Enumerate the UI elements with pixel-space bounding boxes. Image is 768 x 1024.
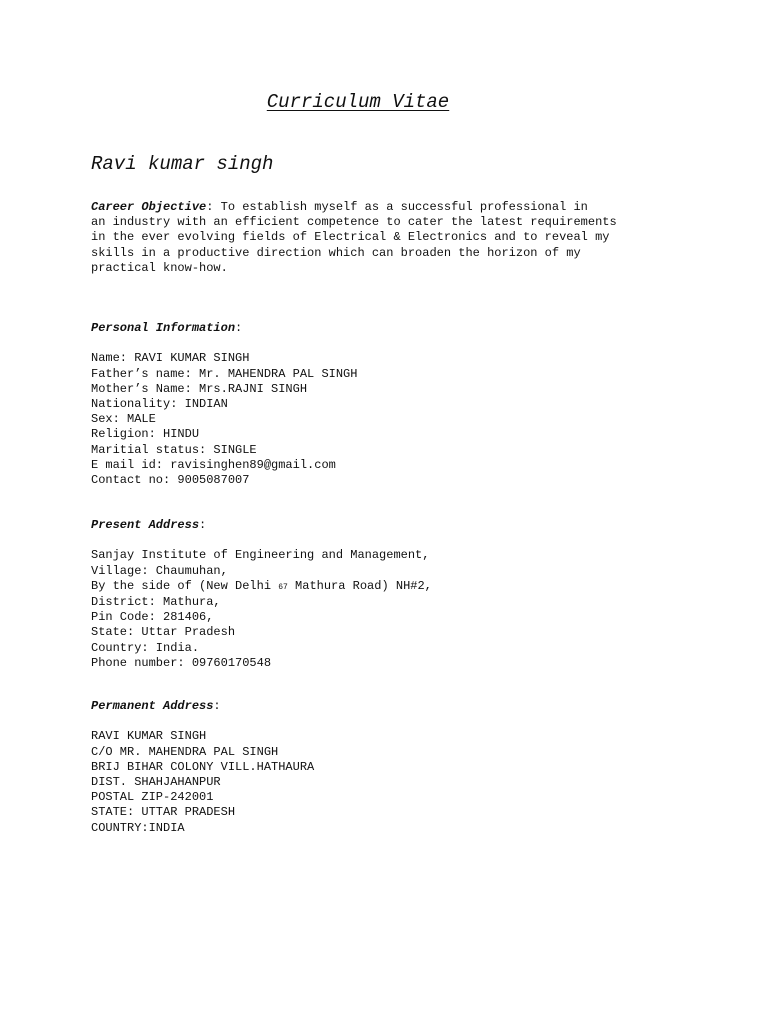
permanent-address-line: C/O MR. MAHENDRA PAL SINGH	[91, 744, 279, 759]
spacer	[91, 336, 691, 351]
permanent-address-heading-line: Permanent Address:	[91, 699, 221, 713]
personal-info-email: E mail id: ravisinghen89@gmail.com	[91, 457, 336, 472]
road-line-end: Mathura Road) NH#2,	[287, 578, 432, 593]
personal-info-sex: Sex: MALE	[91, 412, 156, 427]
career-objective-line: in the ever evolving fields of Electrical & Electronics and to reveal my	[91, 230, 610, 245]
permanent-address-line: BRIJ BIHAR COLONY VILL.HATHAURA	[91, 759, 315, 774]
personal-info-contact: Contact no: 9005087007	[91, 473, 250, 488]
career-objective-line: practical know-how.	[91, 260, 228, 275]
present-address-heading: Present Address	[91, 518, 200, 532]
present-address-line: Country: India.	[91, 640, 200, 655]
personal-info-nationality: Nationality: INDIAN	[91, 397, 228, 411]
present-address-line: State: Uttar Pradesh	[91, 625, 236, 640]
career-objective-line: Career Objective: To establish myself as a successful professional in	[91, 200, 588, 214]
personal-info-marital-status: Maritial status: SINGLE	[91, 442, 257, 457]
personal-information-heading: Personal Information	[91, 321, 236, 335]
candidate-name: Ravi kumar singh	[91, 153, 274, 175]
present-address-line: Village: Chaumuhan,	[91, 563, 228, 578]
present-address-line: Sanjay Institute of Engineering and Management,	[91, 548, 430, 563]
road-line-number: 67	[278, 582, 288, 592]
permanent-address-heading: Permanent Address	[91, 699, 214, 713]
present-address-phone: Phone number: 09760170548	[91, 655, 272, 670]
permanent-address-line: RAVI KUMAR SINGH	[91, 729, 207, 744]
spacer	[91, 533, 691, 548]
present-address-line: District: Mathura,	[91, 595, 221, 609]
permanent-address-line: COUNTRY:INDIA	[91, 820, 185, 835]
spacer	[91, 714, 691, 729]
present-address-road-line	[91, 579, 691, 595]
permanent-address-line: DIST. SHAHJAHANPUR	[91, 775, 221, 789]
document-title: Curriculum Vitae	[266, 91, 450, 113]
career-objective-line: skills in a productive direction which can broaden the horizon of my	[91, 245, 581, 260]
present-address-section	[91, 518, 691, 671]
career-objective-heading: Career Objective	[91, 200, 207, 214]
permanent-address-line: STATE: UTTAR PRADESH	[91, 805, 236, 820]
personal-info-religion: Religion: HINDU	[91, 427, 200, 442]
present-address-line: Pin Code: 281406,	[91, 610, 214, 625]
road-line-start: By the side of (New Delhi	[91, 578, 279, 593]
permanent-address-section	[91, 699, 691, 836]
personal-info-mother: Mother’s Name: Mrs.RAJNI SINGH	[91, 381, 308, 396]
personal-information-section	[91, 321, 691, 488]
personal-info-name: Name: RAVI KUMAR SINGH	[91, 351, 250, 366]
career-objective-section	[91, 200, 691, 276]
career-objective-text: To establish myself as a successful professional in	[220, 200, 588, 214]
permanent-address-line: POSTAL ZIP-242001	[91, 790, 214, 805]
personal-info-father: Father’s name: Mr. MAHENDRA PAL SINGH	[91, 366, 358, 381]
career-objective-line: an industry with an efficient competence to cater the latest requirements	[91, 215, 617, 230]
personal-information-heading-line: Personal Information:	[91, 321, 243, 335]
present-address-heading-line: Present Address:	[91, 518, 207, 532]
